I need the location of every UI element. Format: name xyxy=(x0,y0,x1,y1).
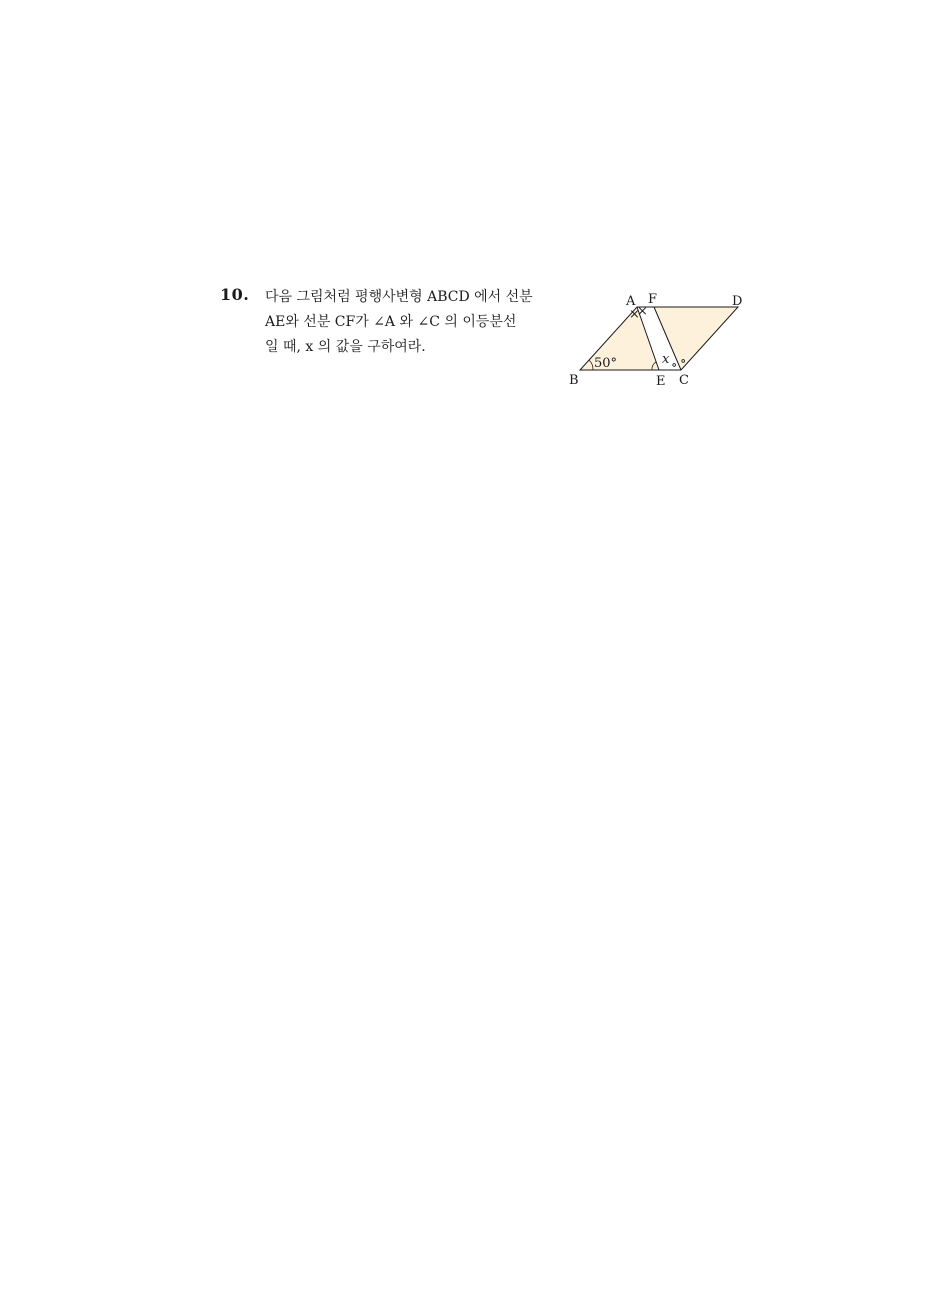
vertex-e-label: E xyxy=(656,374,666,389)
vertex-d-label: D xyxy=(732,294,743,309)
angle-a-mark-2: × xyxy=(637,304,648,319)
vertex-b-label: B xyxy=(569,373,579,388)
vertex-a-label: A xyxy=(626,294,636,309)
angle-b-label: 50° xyxy=(594,356,618,371)
angle-c-mark-2: ∘ xyxy=(680,354,687,369)
problem-number: 10. xyxy=(220,285,250,304)
angle-c-mark-1: ∘ xyxy=(671,358,678,373)
angle-x-label: x xyxy=(662,352,670,367)
problem-statement xyxy=(265,285,560,360)
vertex-f-label: F xyxy=(648,292,658,307)
parallelogram-figure xyxy=(560,285,760,395)
problem-line-2: AE와 선분 CF가 ∠A 와 ∠C 의 이등분선 xyxy=(265,314,517,330)
problem-line-1: 다음 그림처럼 평행사변형 ABCD 에서 선분 xyxy=(265,289,533,305)
angle-a-mark-1: × xyxy=(629,307,640,322)
vertex-c-label: C xyxy=(679,373,689,388)
problem-line-3: 일 때, x 의 값을 구하여라. xyxy=(265,339,426,355)
parallelogram-diagram xyxy=(560,285,760,395)
